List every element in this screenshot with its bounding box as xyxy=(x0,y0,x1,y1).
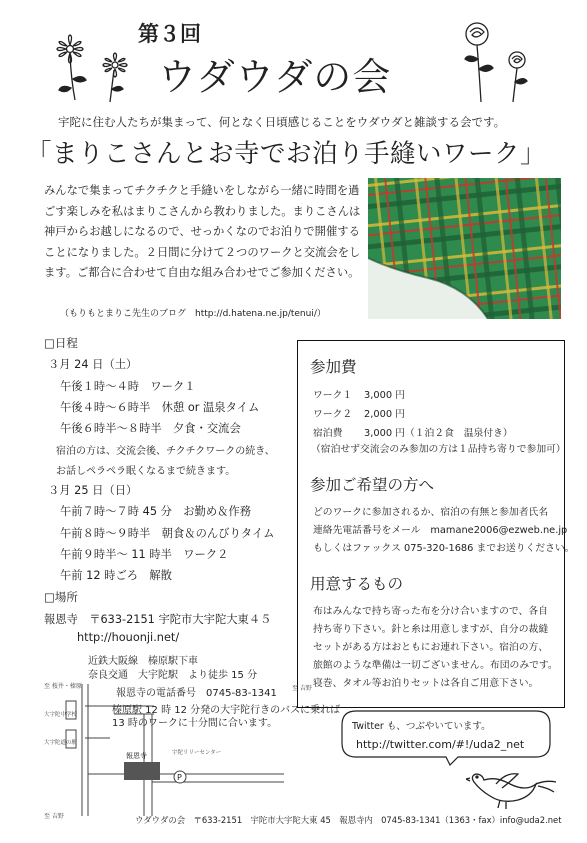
access-line: 奈良交通 大宇陀駅 より徒歩 15 分 xyxy=(88,670,258,681)
bus-note: 13 時のワークに十分間に合います。 xyxy=(112,718,278,729)
day1-note: お話しペラペラ眠くなるまで続きます。 xyxy=(56,466,236,477)
map-label-school: 大宇陀中学校 xyxy=(44,712,78,718)
bring-line: 持ち寄り下さい。針と糸は用意しますが、自分の裁縫 xyxy=(313,624,549,635)
apply-line: どのワークに参加されるか、宿泊の有無と参加者氏名 xyxy=(313,507,549,518)
schedule-heading: □日程 xyxy=(44,336,78,350)
day1-note: 宿泊の方は、交流会後、チクチクワークの続き、 xyxy=(56,446,275,457)
schedule-item: 午前 12 時ごろ 解散 xyxy=(60,569,172,582)
venue-heading: □場所 xyxy=(44,590,78,604)
map-label-bottom: 至 吉野 xyxy=(44,813,64,820)
tagline: 宇陀に住む人たちが集まって、何となく日頃感じることをウダウダと雑談する会です。 xyxy=(58,115,506,129)
map-label-station: 大宇陀道の駅 xyxy=(44,740,78,746)
twitter-speech-bubble xyxy=(338,707,554,767)
fee-row-label: ワーク１ xyxy=(313,390,353,401)
apply-heading: 参加ご希望の方へ xyxy=(310,476,435,494)
access-line: 近鉄大阪線 榛原駅下車 xyxy=(88,656,198,667)
day2-date: ３月 25 日（日） xyxy=(48,484,138,497)
bring-line: 布はみんなで持ち寄った布を分け合いますので、各自 xyxy=(313,606,548,617)
fee-row-label: ワーク２ xyxy=(313,409,353,420)
twitter-note: Twitter も、つぶやいています。 xyxy=(352,721,491,732)
twitter-url-link[interactable]: http://twitter.com/#!/uda2_net xyxy=(356,738,525,751)
fee-heading: 参加費 xyxy=(310,358,357,376)
flowers-left-illustration xyxy=(40,34,135,104)
bus-note: 榛原駅 12 時 12 分発の大宇陀行きのバスに乗れば xyxy=(112,705,341,716)
day1-date: ３月 24 日（土） xyxy=(48,358,138,371)
map-label-temple: 報恩寺 xyxy=(126,752,147,760)
venue-url-link[interactable]: http://houonji.net/ xyxy=(77,631,180,644)
temple-building-marker xyxy=(124,762,160,780)
apply-line: もしくはファックス 075-320-1686 までお送りください。 xyxy=(313,543,575,554)
schedule-item: 午後１時〜４時 ワーク１ xyxy=(60,380,196,393)
blog-reference: （もりもとまりこ先生のブログ http://d.hatena.ne.jp/tenui/） xyxy=(60,309,326,319)
fee-row-label: 宿泊費 xyxy=(313,428,343,439)
bring-line: セットがある方はおともにお連れ下さい。宿泊の方、 xyxy=(313,642,549,653)
fee-note: （宿泊せず交流会のみ参加の方は１品持ち寄りで参加可） xyxy=(311,444,566,455)
plaid-cloth-photo xyxy=(368,178,561,319)
schedule-item: 午前９時半〜 11 時半 ワーク２ xyxy=(60,548,229,561)
intro-paragraph: みんなで集まってチクチクと手縫いをしながら一緒に時間を過ごす楽しみを私はまりこさんから教わりました。まりこさんは神戸からお越しになるので、せっかくなのでお泊りで開催することになりました。２日間に分けて２つのワークと交流会をします。ご都合に合わせて自由な組み合わせでご参加ください。 xyxy=(44,184,361,279)
access-map xyxy=(44,676,312,823)
fee-row-value: 2,000 円 xyxy=(364,409,405,420)
map-label-top: 至 桜井・榛原 xyxy=(44,683,82,690)
map-label-center: 宇陀リリーセンター xyxy=(172,750,222,756)
bring-line: 寝巻、タオル等お泊りセットは各自ご用意下さい。 xyxy=(313,678,539,689)
edition-label: 第３回 xyxy=(138,22,201,46)
schedule-item: 午後６時半〜８時半 夕食・交流会 xyxy=(60,422,241,435)
fee-row-value: 3,000 円 xyxy=(364,390,405,401)
schedule-item: 午前７時〜７時 45 分 お勤め＆作務 xyxy=(60,505,252,518)
bring-heading: 用意するもの xyxy=(310,575,404,593)
temple-phone: 報恩寺の電話番号 0745-83-1341 xyxy=(116,688,277,699)
fee-row-value: 3,000 円（１泊２食 温泉付き） xyxy=(364,428,513,439)
event-headline: 「まりこさんとお寺でお泊り手縫いワーク」 xyxy=(26,139,547,169)
parking-label: P xyxy=(177,773,182,782)
flowers-right-illustration xyxy=(455,14,545,106)
apply-line: 連絡先電話番号をメール mamane2006@ezweb.ne.jp xyxy=(313,525,568,536)
schedule-item: 午前８時〜９時半 朝食＆のんびりタイム xyxy=(60,527,275,540)
bring-line: 旅館のような準備は一切ございません。布団のみです。 xyxy=(313,660,558,671)
page-title: ウダウダの会 xyxy=(158,55,392,99)
venue-address: 報恩寺 〒633-2151 宇陀市大宇陀大東４５ xyxy=(44,613,272,626)
map-label-right: 至 吉野 xyxy=(292,685,312,692)
schedule-item: 午後４時〜６時半 休憩 or 温泉タイム xyxy=(60,401,260,414)
footer-contact: ウダウダの会 〒633-2151 宇陀市大宇陀大東 45 報恩寺内 0745-83-1341（1363・fax）info@uda2.net xyxy=(135,815,562,825)
bird-icon xyxy=(466,762,558,810)
